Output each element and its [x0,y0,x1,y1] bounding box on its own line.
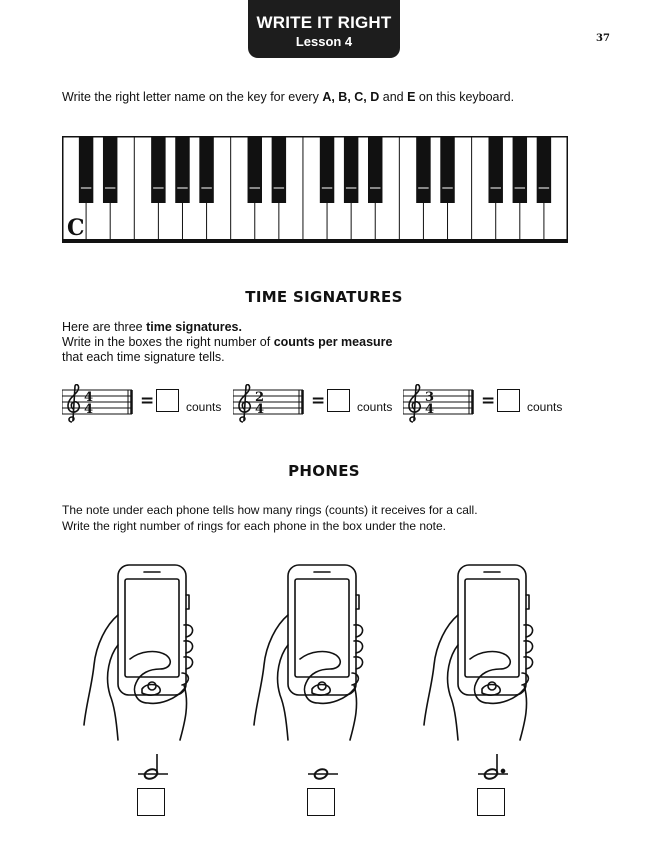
counts-answer-box[interactable] [156,389,179,412]
time-signature-item [233,384,403,424]
lesson-header-tab [248,0,400,58]
time-signature-bottom: 4 [84,402,94,417]
counts-answer-box[interactable] [327,389,350,412]
note-dot [501,769,504,772]
piano-keyboard [62,136,568,243]
phone-in-hand-illustration [250,555,400,745]
phones-instruction-line2: Write the right number of rings for each phone in the box under the note. [62,519,447,533]
phone-home-button [318,682,326,690]
whole-note-icon [308,752,338,786]
keyboard-instruction-part: Write the right letter name on the key for every [62,90,323,104]
keyboard-instruction-part: A, B, C, D [322,90,380,104]
black-key[interactable] [199,137,213,203]
black-key[interactable] [248,137,262,203]
time-signature-bottom: 4 [425,402,435,417]
keyboard-instruction-part: and [379,90,408,104]
rings-answer-box[interactable] [137,788,165,816]
keyboard-bottom-rail [62,239,568,243]
black-key[interactable] [344,137,358,203]
black-key[interactable] [513,137,527,203]
lesson-label: Lesson 4 [295,34,353,49]
black-key[interactable] [440,137,454,203]
phone-in-hand-illustration [80,555,230,745]
ts-line2-bold: counts per measure [273,335,393,349]
time-signatures-instruction [62,320,392,365]
counts-label: counts [527,400,563,414]
ts-line1-bold: time signatures. [146,320,242,334]
rings-answer-box[interactable] [307,788,335,816]
phones-instruction-line1: The note under each phone tells how many rings (counts) it receives for a call. [62,503,478,517]
page-number: 37 [596,33,610,44]
phone-body [458,565,526,695]
time-signature-top: 3 [425,390,435,405]
hand-fingers [182,625,193,685]
black-key[interactable] [272,137,286,203]
ts-line1-prefix: Here are three [62,320,147,334]
phone-in-hand-illustration [420,555,570,745]
ts-line2-prefix: Write in the boxes the right number of [62,335,274,349]
equals-sign: = [481,391,496,411]
phone-body [288,565,356,695]
hand-fingers [522,625,533,685]
page-title: WRITE IT RIGHT [256,13,392,32]
black-key[interactable] [175,137,189,203]
time-signature-staff [403,384,475,424]
black-key[interactable] [368,137,382,203]
phones-title: PHONES [288,462,360,480]
black-key[interactable] [537,137,551,203]
equals-sign: = [140,391,155,411]
black-key[interactable] [320,137,334,203]
keyboard-instruction-part: E [407,90,416,104]
time-signature-item [62,384,232,424]
time-signature-top: 2 [255,390,265,405]
key-label-c: C [67,215,85,241]
time-signature-item [403,384,573,424]
dotted-half-note-icon [478,752,508,786]
time-signature-bottom: 4 [255,402,265,417]
black-key[interactable] [103,137,117,203]
time-signature-staff [62,384,134,424]
equals-sign: = [311,391,326,411]
ts-line3: that each time signature tells. [62,350,225,364]
counts-label: counts [186,400,222,414]
hand-fingers [352,625,363,685]
phone-home-button [148,682,156,690]
black-key[interactable] [151,137,165,203]
counts-label: counts [357,400,393,414]
phone-body [118,565,186,695]
counts-answer-box[interactable] [497,389,520,412]
time-signature-top: 4 [84,390,94,405]
keyboard-instruction [62,90,514,104]
keyboard-instruction-part: on this keyboard. [415,90,515,104]
time-signatures-title: TIME SIGNATURES [245,288,403,306]
time-signature-staff [233,384,305,424]
black-key[interactable] [488,137,502,203]
phone-home-button [488,682,496,690]
rings-answer-box[interactable] [477,788,505,816]
half-note-icon [138,752,168,786]
black-key[interactable] [79,137,93,203]
black-key[interactable] [416,137,430,203]
